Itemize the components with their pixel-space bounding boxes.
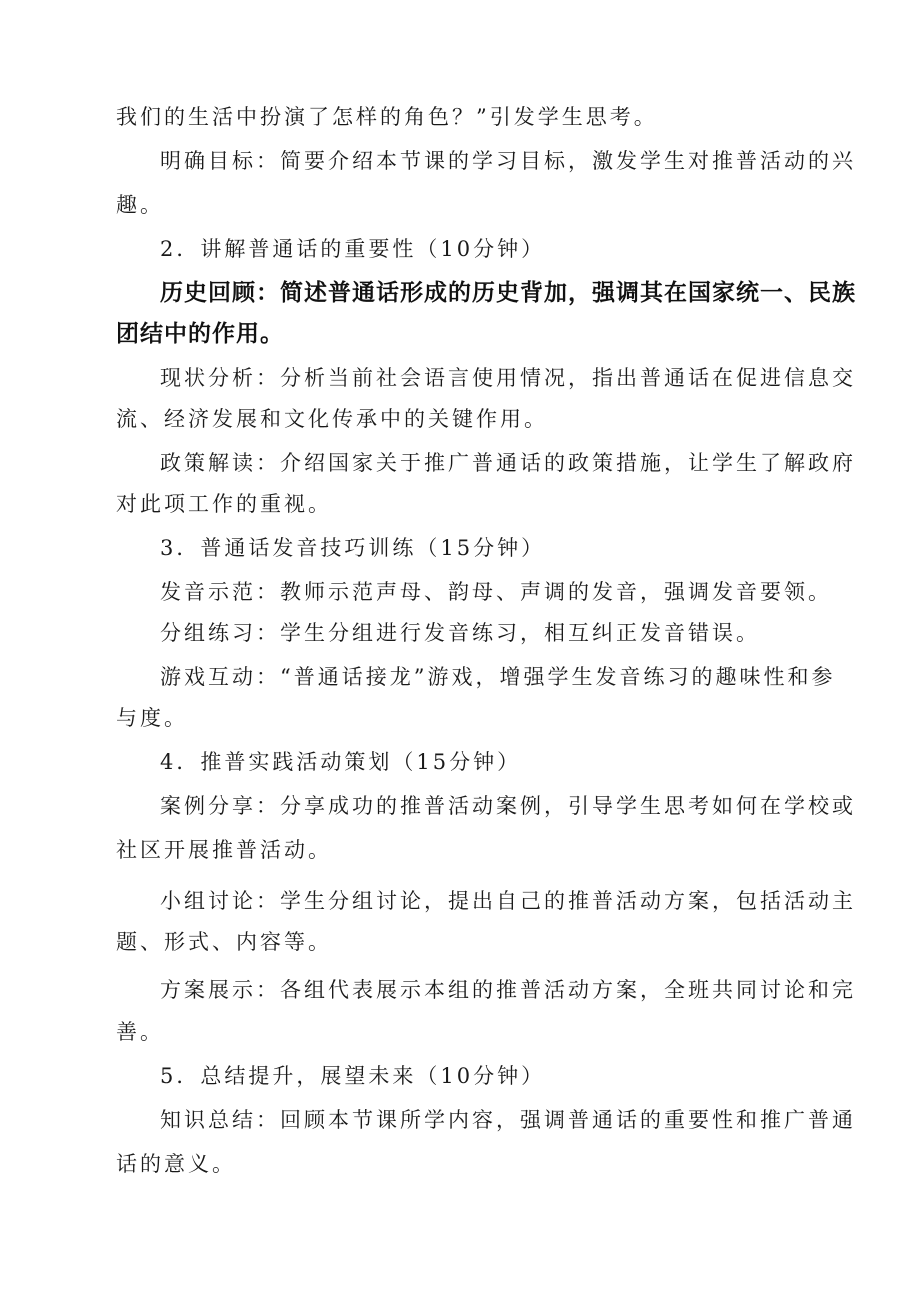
section-heading: 2．讲解普通话的重要性（10分钟） xyxy=(160,237,546,261)
text-line: 政策解读：介绍国家关于推广普通话的政策措施，让学生了解政府 xyxy=(160,451,856,475)
text-line: 游戏互动：“普通话接龙”游戏，增强学生发音练习的趣味性和参 xyxy=(160,665,836,689)
text-line: 明确目标：简要介绍本节课的学习目标，激发学生对推普活动的兴 xyxy=(160,149,856,173)
text-line: 对此项工作的重视。 xyxy=(116,492,332,516)
text-line: 现状分析：分析当前社会语言使用情况，指出普通话在促进信息交 xyxy=(160,366,856,390)
text-line: 题、形式、内容等。 xyxy=(116,930,332,954)
text-line: 我们的生活中扮演了怎样的角色？”引发学生思考。 xyxy=(116,105,658,129)
text-line: 话的意义。 xyxy=(116,1152,236,1176)
text-line: 历史回顾：简述普通话形成的历史背加，强调其在国家统一、民族 xyxy=(160,280,856,306)
text-line: 流、经济发展和文化传承中的关键作用。 xyxy=(116,407,548,431)
text-line: 发音示范：教师示范声母、韵母、声调的发音，强调发音要领。 xyxy=(160,580,832,604)
text-line: 方案展示：各组代表展示本组的推普活动方案，全班共同讨论和完 xyxy=(160,978,856,1002)
section-heading: 5．总结提升，展望未来（10分钟） xyxy=(160,1064,546,1088)
text-line: 与度。 xyxy=(116,706,188,730)
text-line: 案例分享：分享成功的推普活动案例，引导学生思考如何在学校或 xyxy=(160,794,856,818)
section-heading: 4．推普实践活动策划（15分钟） xyxy=(160,750,522,774)
text-line: 分组练习：学生分组进行发音练习，相互纠正发音错误。 xyxy=(160,621,760,645)
section-heading: 3．普通话发音技巧训练（15分钟） xyxy=(160,536,546,560)
text-line: 趣。 xyxy=(116,193,164,217)
text-line: 团结中的作用。 xyxy=(116,321,284,347)
text-line: 小组讨论：学生分组讨论，提出自己的推普活动方案，包括活动主 xyxy=(160,889,856,913)
text-line: 社区开展推普活动。 xyxy=(116,838,332,862)
text-line: 善。 xyxy=(116,1020,164,1044)
text-line: 知识总结：回顾本节课所学内容，强调普通话的重要性和推广普通 xyxy=(160,1108,856,1132)
